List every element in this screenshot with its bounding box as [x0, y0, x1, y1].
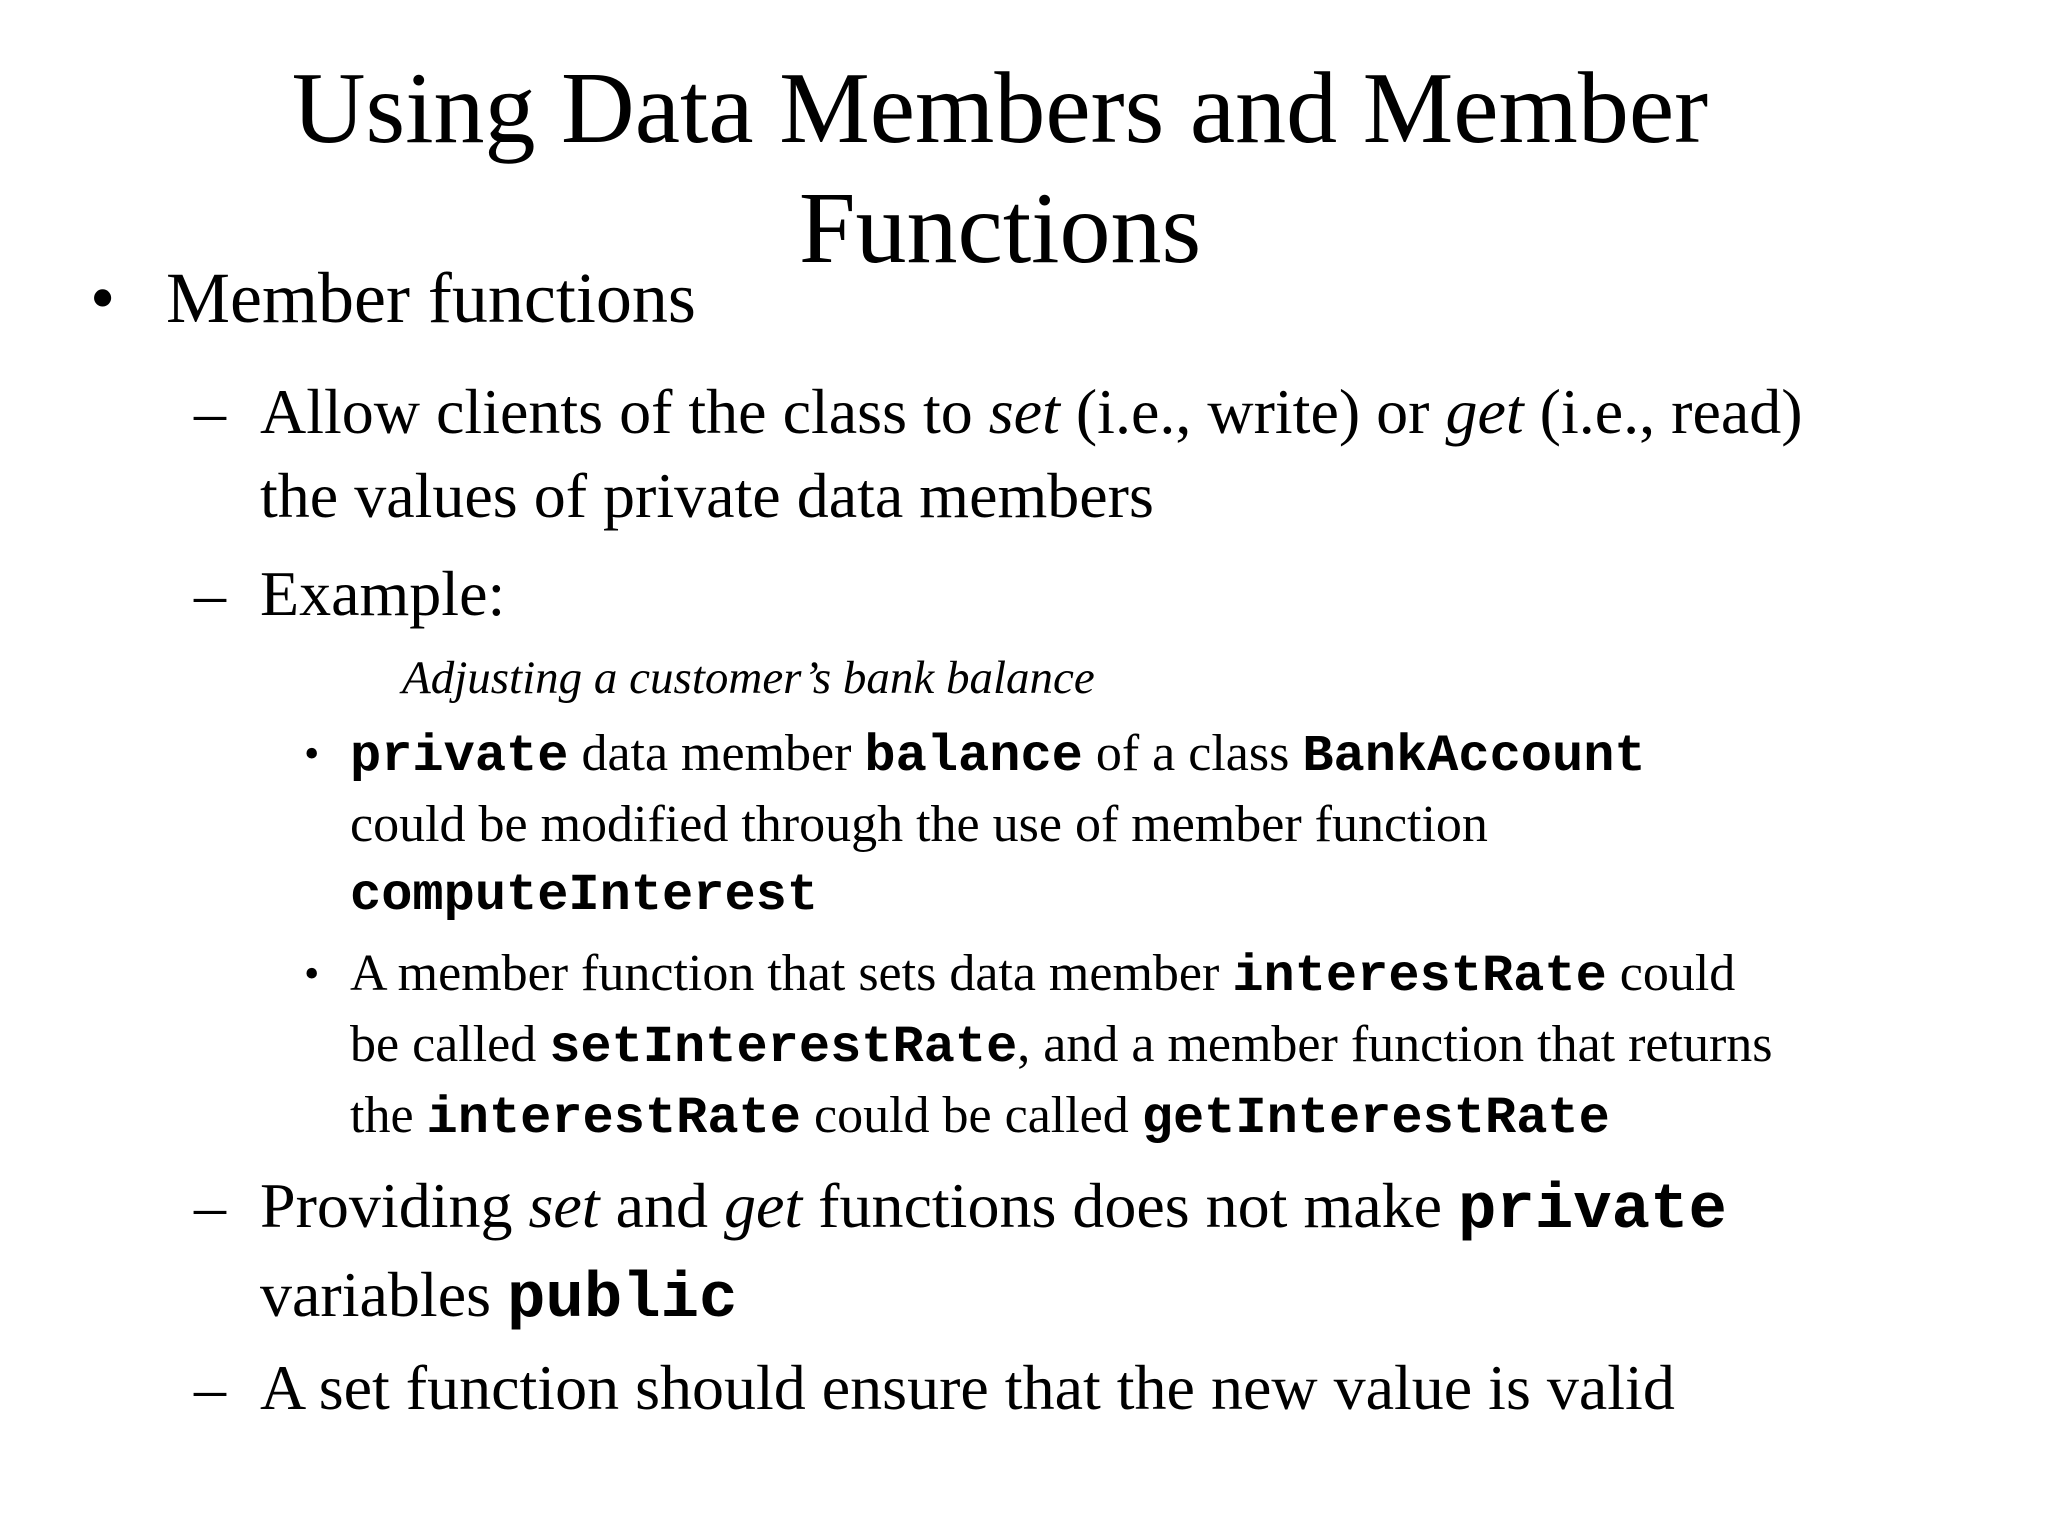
code-bankaccount: BankAccount: [1302, 727, 1646, 786]
sub-sub-bullet-setter-getter-text: [350, 940, 1773, 1153]
text-fragment: of a class: [1082, 725, 1303, 782]
code-private: private: [1458, 1175, 1727, 1247]
text-fragment: the: [350, 1087, 427, 1144]
slide-title-line-1: Using Data Members and Member: [291, 52, 1709, 165]
text-fragment: functions does not make: [802, 1170, 1459, 1241]
text-fragment: could: [1606, 945, 1736, 1002]
text-fragment: data member: [568, 725, 865, 782]
code-computeinterest: computeInterest: [350, 866, 819, 925]
sub-bullet-providing-text: [260, 1164, 1727, 1342]
example-caption: Adjusting a customer’s bank balance: [402, 652, 1095, 704]
bullet-marker: •: [304, 729, 320, 778]
text-fragment: Providing: [260, 1170, 529, 1241]
sub-sub-bullet-private-balance-text: [350, 720, 1646, 930]
dash-marker: –: [194, 1170, 226, 1241]
code-setinterestrate: setInterestRate: [549, 1018, 1018, 1077]
emphasis-set: set: [988, 376, 1060, 447]
dash-marker: –: [194, 558, 226, 629]
sub-bullet-allow-clients-text: [260, 370, 1803, 538]
bullet-member-functions-text: Member functions: [166, 258, 696, 338]
code-getinterestrate: getInterestRate: [1141, 1089, 1610, 1148]
bullet-marker: •: [304, 949, 320, 998]
emphasis-set: set: [528, 1170, 600, 1241]
text-fragment: A member function that sets data member: [350, 945, 1233, 1002]
dash-marker: –: [194, 376, 226, 447]
dash-marker: –: [194, 1352, 226, 1423]
bullet-marker: •: [90, 258, 116, 338]
code-private: private: [350, 727, 569, 786]
code-interestrate: interestRate: [1232, 947, 1607, 1006]
text-fragment: (i.e., read): [1523, 376, 1803, 447]
code-balance: balance: [864, 727, 1083, 786]
text-fragment: variables: [260, 1259, 507, 1330]
text-fragment: Allow clients of the class to: [260, 376, 989, 447]
emphasis-get: get: [723, 1170, 803, 1241]
emphasis-get: get: [1445, 376, 1524, 447]
text-fragment: and: [599, 1170, 724, 1241]
text-fragment: be called: [350, 1016, 550, 1073]
sub-bullet-example-text: Example:: [260, 558, 506, 629]
text-fragment: , and a member function that returns: [1017, 1016, 1773, 1073]
slide-title-line-2: Functions: [798, 172, 1202, 285]
text-fragment: could be modified through the use of member function: [350, 796, 1488, 853]
text-fragment: could be called: [801, 1087, 1142, 1144]
text-fragment: (i.e., write) or: [1059, 376, 1446, 447]
code-public: public: [507, 1264, 738, 1336]
code-interestrate: interestRate: [426, 1089, 801, 1148]
text-fragment: the values of private data members: [260, 460, 1154, 531]
sub-bullet-set-function-valid-text: A set function should ensure that the new value is valid: [260, 1352, 1675, 1423]
